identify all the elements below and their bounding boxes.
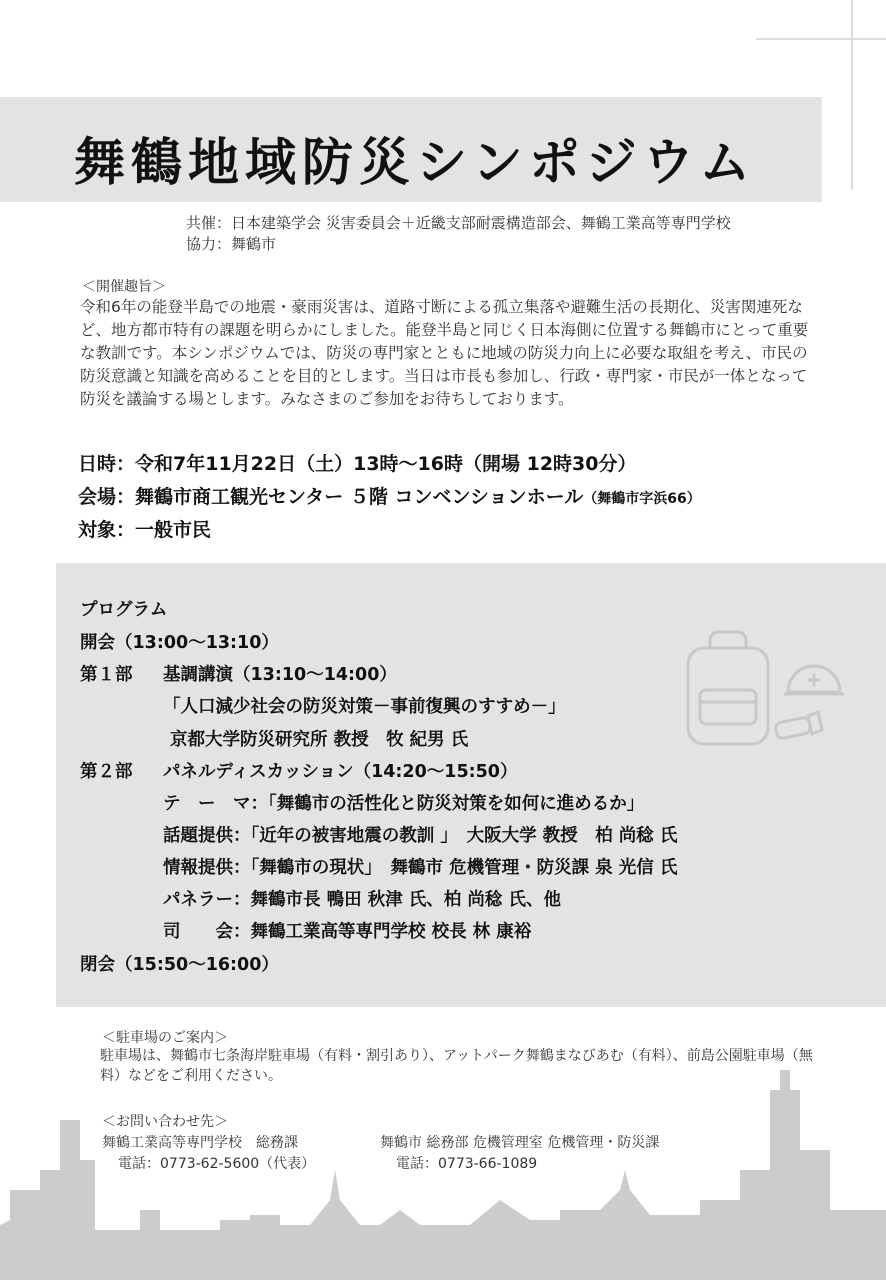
part1-label: 第１部 <box>80 665 133 685</box>
panel-theme: テ ー マ：「舞鶴市の活性化と防災対策を如何に進めるか」 <box>163 794 645 814</box>
part2-title: パネルディスカッション（14:20～15:50） <box>163 762 518 782</box>
event-venue <box>78 482 701 509</box>
parking-text: 駐車場は、舞鶴市七条海岸駐車場（有料・割引あり）、アットパーク舞鶴まなびあむ（有料）、前島公園駐車場（無料）などをご利用ください。 <box>100 1048 813 1084</box>
part1-lecture: 「人口減少社会の防災対策－事前復興のすすめ－」 <box>163 697 566 717</box>
event-audience: 対象：一般市民 <box>78 519 212 541</box>
program-heading: プログラム <box>80 600 168 620</box>
event-datetime: 日時：令和7年11月22日（土）13時～16時（開場 12時30分） <box>78 453 637 475</box>
host-organizations: 共催：日本建築学会 災害委員会＋近畿支部耐震構造部会、舞鶴工業高等専門学校 <box>186 214 731 232</box>
venue-address: （舞鶴市字浜66） <box>583 491 701 507</box>
decor-line-vertical <box>851 0 853 190</box>
program-opening: 開会（13:00～13:10） <box>80 633 279 653</box>
flashlight-icon <box>775 712 822 739</box>
part1-speaker: 京都大学防災研究所 教授 牧 紀男 氏 <box>170 730 469 750</box>
purpose-text: 令和6年の能登半島での地震・豪雨災害は、道路寸断による孤立集落や避難生活の長期化、災害関連死など、地方都市特有の課題を明らかにしました。能登半島と同じく日本海側に位置する舞鶴市にとって重要な教訓です。本シンポジウムでは、防災の専門家とともに地域の防災力向上に必要な取組を考え、市民の防災意識と知識を高めることを目的とします。当日は市長も参加し、行政・専門家・市民が一体となって防災を議論する場とします。みなさまのご参加をお待ちしております。 <box>80 298 809 408</box>
contact-org2-phone: 電話：0773-66-1089 <box>396 1156 538 1172</box>
moderator: 司 会：舞鶴工業高等専門学校 校長 林 康裕 <box>163 922 532 942</box>
program-closing: 閉会（15:50～16:00） <box>80 955 279 975</box>
backpack-icon <box>688 632 768 744</box>
contact-heading: ＜お問い合わせ先＞ <box>102 1114 228 1130</box>
purpose-heading: ＜開催趣旨＞ <box>82 279 166 295</box>
contact-org2-name: 舞鶴市 総務部 危機管理室 危機管理・防災課 <box>380 1135 660 1151</box>
info-provider: 情報提供：「舞鶴市の現状」 舞鶴市 危機管理・防災課 泉 光信 氏 <box>163 858 678 878</box>
contact-org1-phone: 電話：0773-62-5600（代表） <box>118 1156 316 1172</box>
cooperation-organization: 協力：舞鶴市 <box>186 235 277 253</box>
topic-provider: 話題提供：「近年の被害地震の教訓 」 大阪大学 教授 柏 尚稔 氏 <box>163 826 678 846</box>
parking-heading: ＜駐車場のご案内＞ <box>102 1030 228 1046</box>
part2-label: 第２部 <box>80 762 133 782</box>
page-title: 舞鶴地域防災シンポジウム <box>74 134 757 193</box>
venue-name: 会場：舞鶴市商工観光センター ５階 コンベンションホール <box>78 486 584 508</box>
part1-title: 基調講演（13:10～14:00） <box>163 665 397 685</box>
panelists: パネラー：舞鶴市長 鴨田 秋津 氏、柏 尚稔 氏、他 <box>163 890 561 910</box>
disaster-kit-illustration <box>680 630 850 750</box>
helmet-icon <box>784 666 844 694</box>
decor-line-horizontal <box>756 38 886 40</box>
contact-org1-name: 舞鶴工業高等専門学校 総務課 <box>102 1135 298 1151</box>
